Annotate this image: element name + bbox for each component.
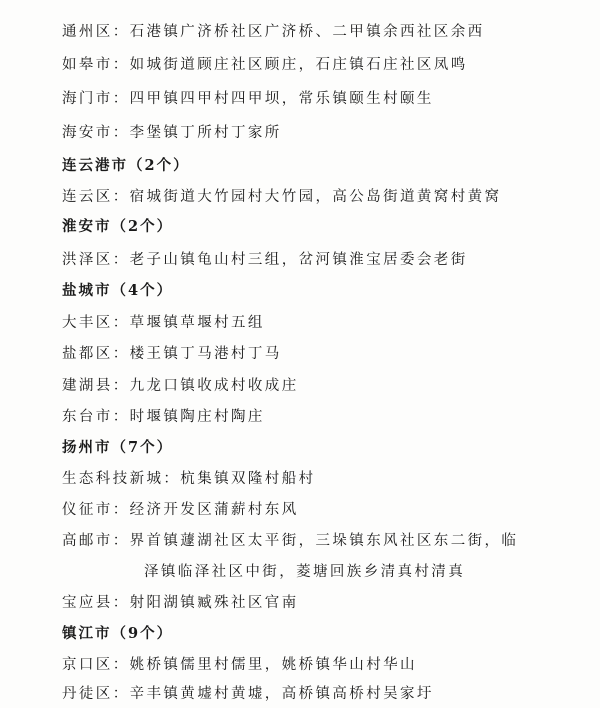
- city-heading-huaian: 淮安市（2个）: [62, 218, 174, 235]
- entry-line-dantu: 丹徒区：辛丰镇黄墟村黄墟，高桥镇高桥村吴家圩: [62, 686, 434, 702]
- entry-line-jianhu: 建湖县：九龙口镇收成村收成庄: [62, 378, 299, 394]
- city-heading-yangzhou: 扬州市（7个）: [62, 439, 174, 456]
- entry-line-dongtai: 东台市：时堰镇陶庄村陶庄: [62, 409, 265, 425]
- entry-line-gaoyou: 高邮市：界首镇蘧湖社区太平街，三垛镇东风社区东二街，临: [62, 533, 519, 549]
- city-heading-lianyungang: 连云港市（2个）: [62, 157, 190, 174]
- entry-line-baoying: 宝应县：射阳湖镇臧殊社区官南: [62, 595, 299, 611]
- entry-line-tongzhou: 通州区：石港镇广济桥社区广济桥、二甲镇余西社区余西: [62, 24, 485, 40]
- entry-line-yandu: 盐都区：楼王镇丁马港村丁马: [62, 346, 282, 362]
- entry-line-haian: 海安市：李堡镇丁所村丁家所: [62, 125, 282, 141]
- entry-line-shengtai: 生态科技新城：杭集镇双隆村船村: [62, 471, 316, 487]
- entry-line-haimen: 海门市：四甲镇四甲村四甲坝，常乐镇颐生村颐生: [62, 91, 434, 107]
- entry-line-yizheng: 仪征市：经济开发区蒲薪村东风: [62, 502, 299, 518]
- entry-line-dafeng: 大丰区：草堰镇草堰村五组: [62, 315, 265, 331]
- city-heading-zhenjiang: 镇江市（9个）: [62, 625, 174, 642]
- entry-line-gaoyou-continued: 泽镇临泽社区中街，菱塘回族乡清真村清真: [144, 564, 466, 580]
- entry-line-jingkou: 京口区：姚桥镇儒里村儒里，姚桥镇华山村华山: [62, 657, 417, 673]
- entry-line-hongze: 洪泽区：老子山镇龟山村三组，岔河镇淮宝居委会老街: [62, 252, 468, 268]
- city-heading-yancheng: 盐城市（4个）: [62, 282, 174, 299]
- entry-line-rugao: 如皋市：如城街道顾庄社区顾庄，石庄镇石庄社区凤鸣: [62, 57, 468, 73]
- entry-line-lianyun: 连云区：宿城街道大竹园村大竹园，高公岛街道黄窝村黄窝: [62, 189, 502, 205]
